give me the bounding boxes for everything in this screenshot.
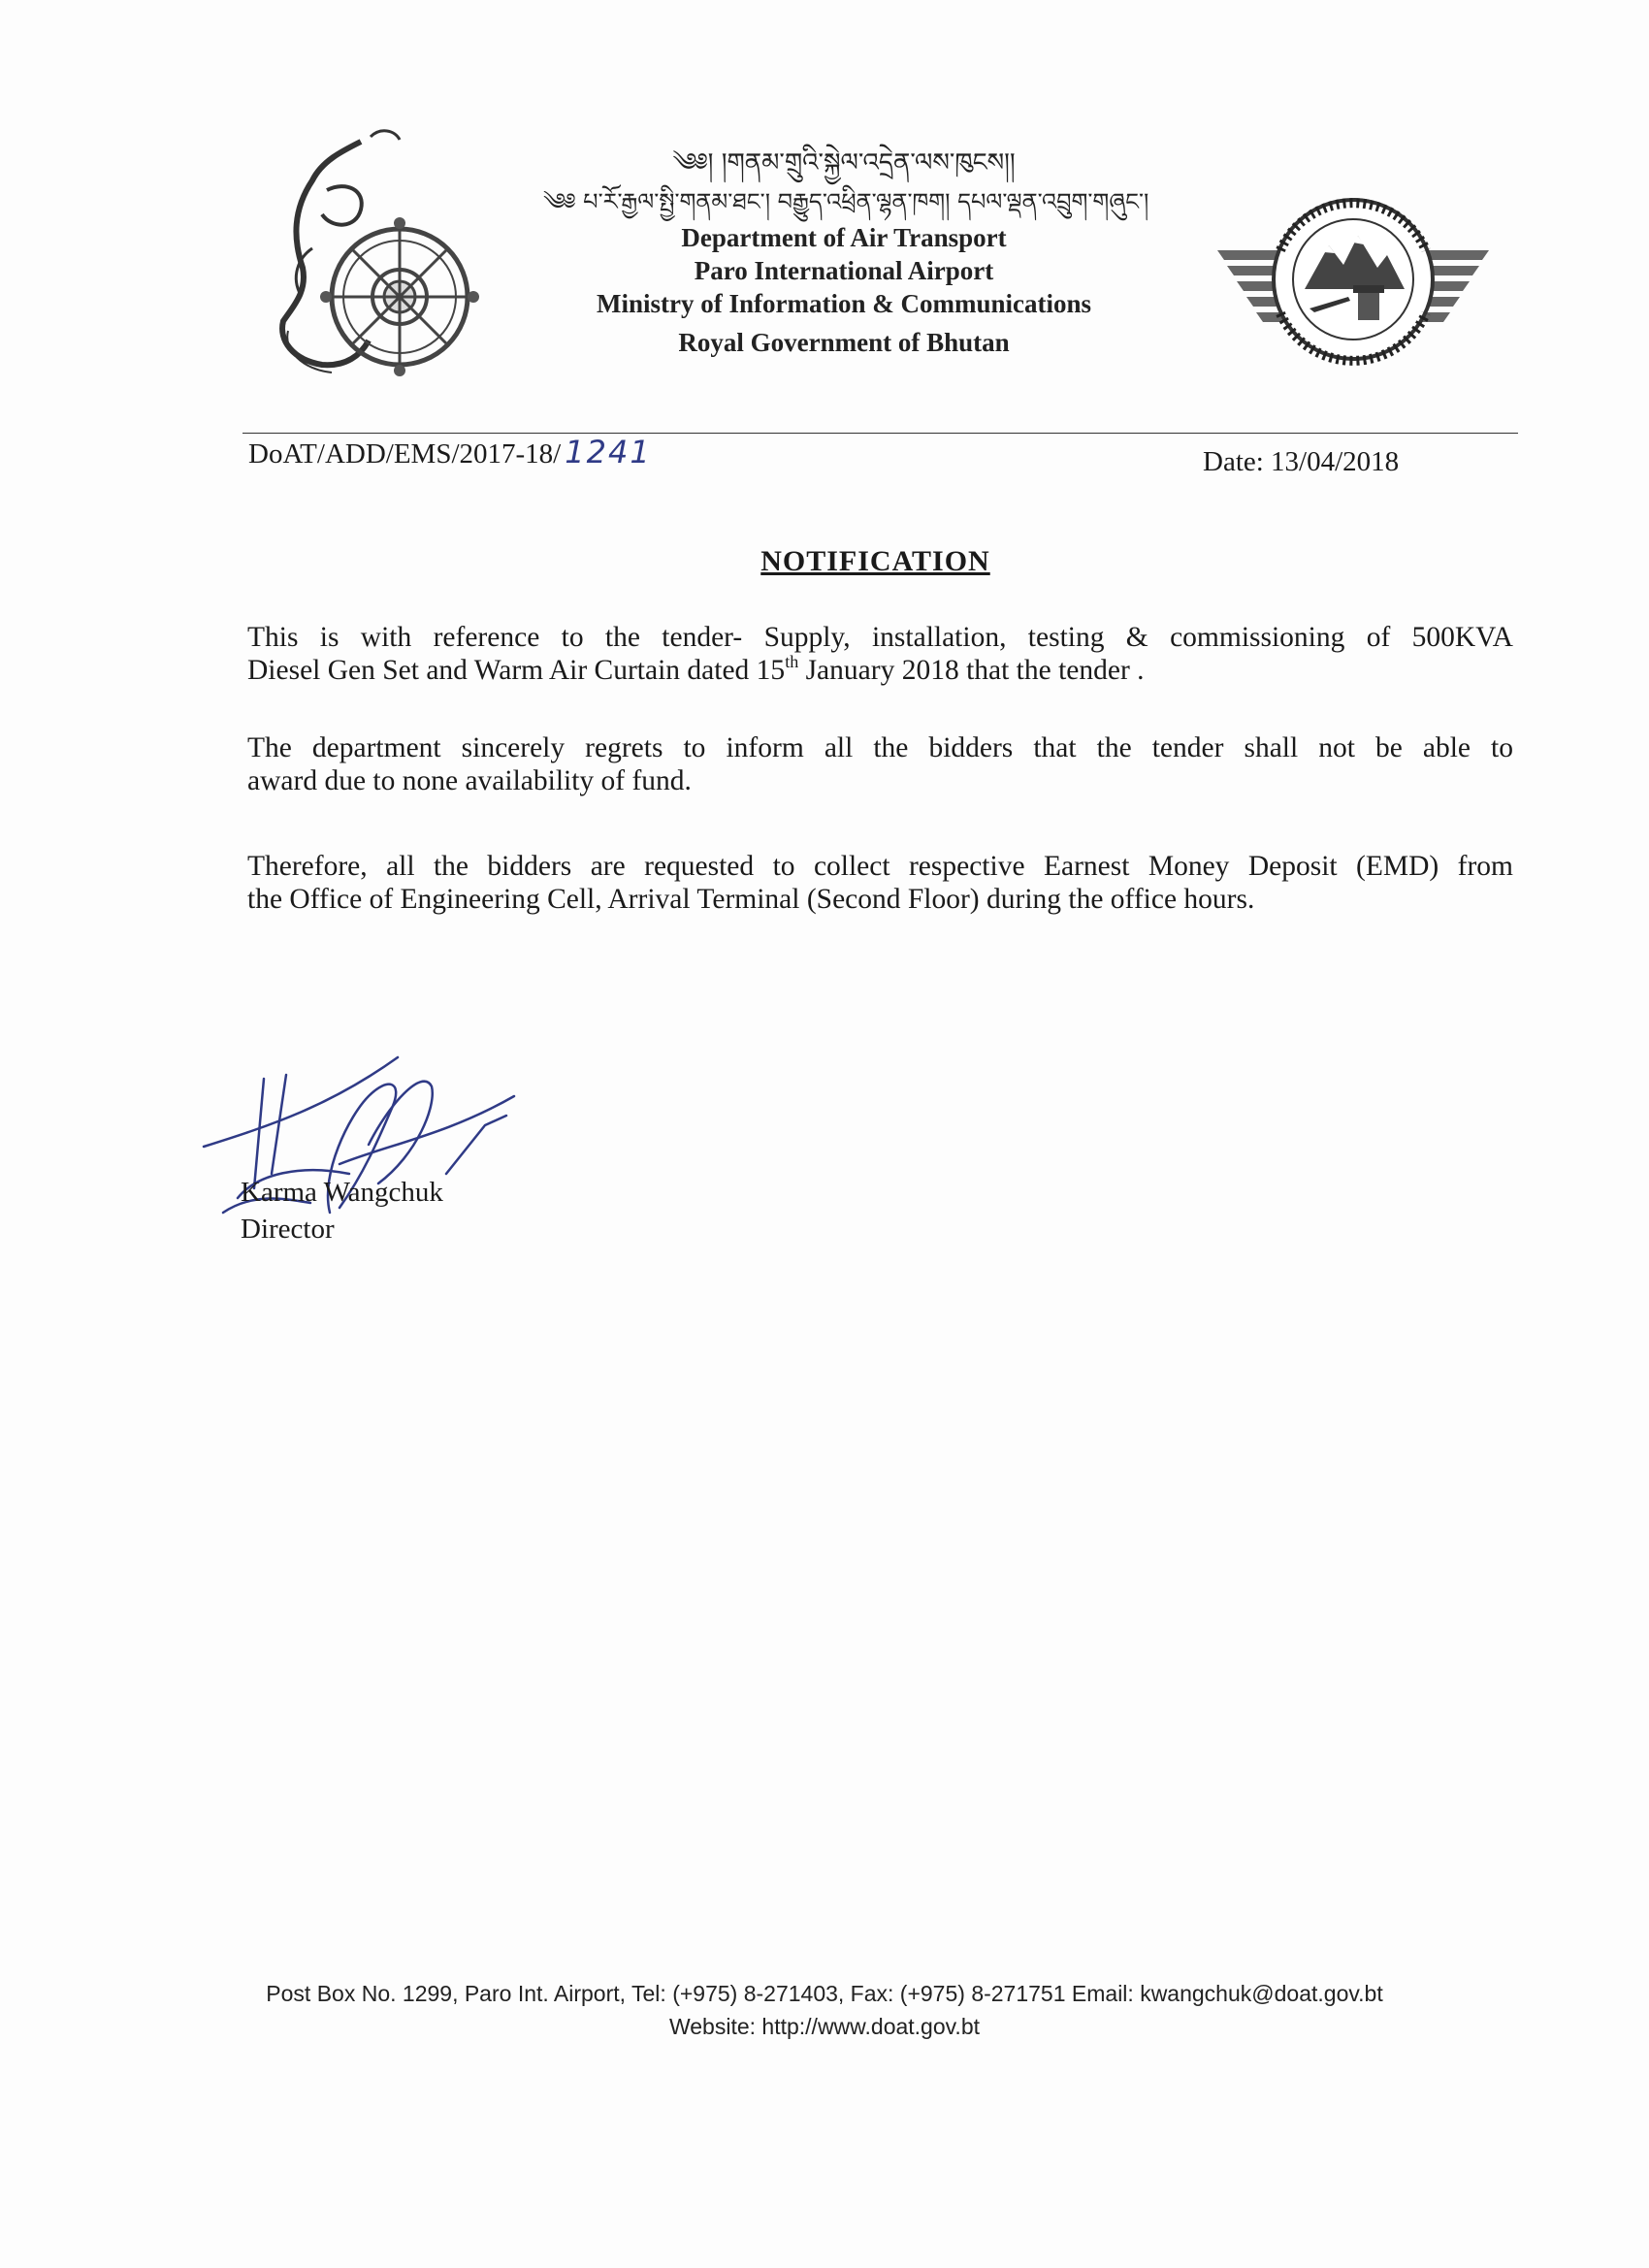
handwritten-reference-number: 1241 xyxy=(565,434,652,470)
notification-title: NOTIFICATION xyxy=(760,545,990,577)
ordinal-suffix: th xyxy=(785,652,799,671)
paragraph-tender-reference xyxy=(247,621,1513,687)
signatory-designation: Director xyxy=(241,1214,335,1245)
paragraph-line xyxy=(247,654,1513,687)
dzongkha-title-line: ༄༅། །གནམ་གྲུའི་སྐྱེལ་འདྲེན་ལས་ཁུངས།། xyxy=(672,148,1016,178)
signatory-name: Karma Wangchuk xyxy=(241,1177,443,1208)
paragraph-emd-collection xyxy=(247,850,1513,916)
footer-contact: Post Box No. 1299, Paro Int. Airport, Tel: (+975) 8-271403, Fax: (+975) 8-271751 Email: kwangchuk@doat.gov.bt xyxy=(266,1981,1383,2006)
airport-name: Paro International Airport xyxy=(694,256,994,285)
department-of-air-transport-wings-emblem-icon xyxy=(1212,192,1494,367)
royal-dragon-emblem-icon xyxy=(254,122,487,384)
reference-number xyxy=(248,433,652,473)
paragraph-regret-notice xyxy=(247,731,1513,797)
page-footer xyxy=(0,1977,1649,2043)
letter-date: Date: 13/04/2018 xyxy=(1203,446,1400,477)
paragraph-text: January 2018 that the tender . xyxy=(798,655,1145,686)
government-name: Royal Government of Bhutan xyxy=(678,328,1010,357)
paragraph-line: The department sincerely regrets to inform all the bidders that the tender shall not be able to xyxy=(247,732,1513,763)
page-title xyxy=(0,545,1649,578)
ministry-name: Ministry of Information & Communications xyxy=(597,289,1091,318)
paragraph-line: Therefore, all the bidders are requested to collect respective Earnest Money Deposit (EMD) from xyxy=(247,851,1513,882)
paragraph-line: award due to none availability of fund. xyxy=(247,765,692,796)
footer-website: Website: http://www.doat.gov.bt xyxy=(668,2014,981,2039)
signatory-block xyxy=(241,1174,443,1247)
department-name: Department of Air Transport xyxy=(681,223,1007,252)
paragraph-line: This is with reference to the tender- Supply, installation, testing & commissioning of 500KVA xyxy=(247,622,1513,653)
paragraph-line: the Office of Engineering Cell, Arrival Terminal (Second Floor) during the office hours. xyxy=(247,884,1255,915)
reference-prefix: DoAT/ADD/EMS/2017-18/ xyxy=(248,438,562,470)
letterhead xyxy=(543,144,1149,359)
paragraph-text: Diesel Gen Set and Warm Air Curtain dated 15 xyxy=(247,655,786,686)
dzongkha-subtitle-line: ༄༅ པ་རོ་རྒྱལ་སྤྱི་གནམ་ཐང་། བརྒྱུད་འཕྲིན་ལྷན་ཁག། དཔལ་ལྡན་འབྲུག་གཞུང་། xyxy=(543,188,1149,215)
